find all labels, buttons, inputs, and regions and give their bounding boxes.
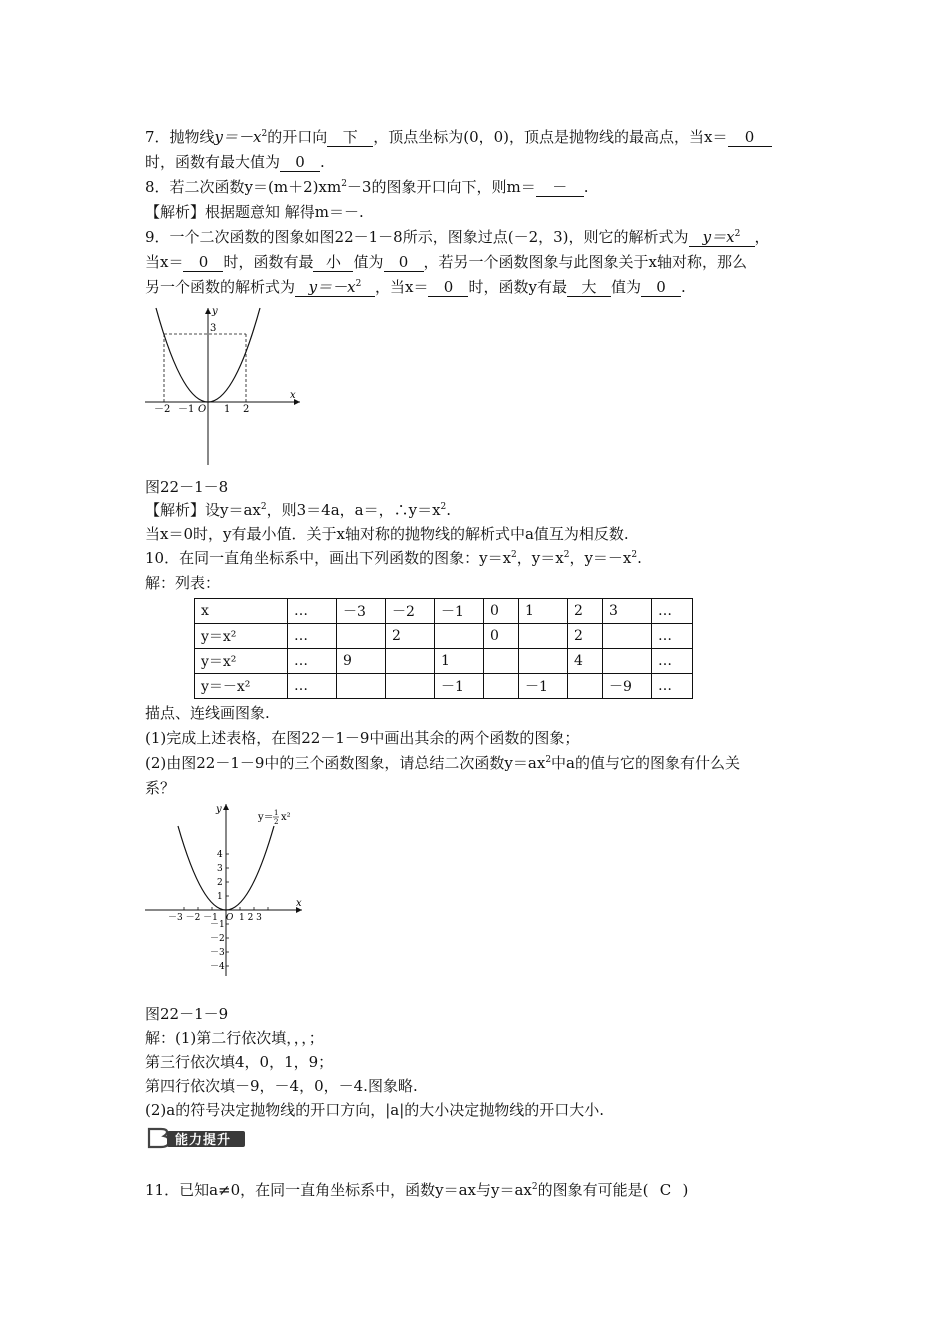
q9-text: 9．一个二次函数的图象如图22－1－8所示，图象过点(－2，3)，则它的解析式为	[145, 228, 689, 246]
table-row	[195, 649, 693, 674]
q9-answer-min: 小	[313, 253, 353, 272]
table-cell	[519, 624, 568, 649]
q9-answer-x: 0	[183, 253, 223, 272]
ability-banner	[145, 1126, 247, 1150]
q10-sub1: (1)完成上述表格，在图22－1－9中画出其余的两个函数的图象；	[145, 729, 580, 747]
q10-solution3: 第四行依次填－9，－4，0，－4.图象略.	[145, 1077, 418, 1095]
y-tick-label: 3	[217, 864, 223, 874]
table-cell: …	[288, 599, 337, 624]
table-cell	[603, 624, 652, 649]
y-tick-label: －4	[210, 962, 225, 972]
q9-answer-value2: 0	[641, 278, 681, 297]
tick-m2: －2	[154, 404, 171, 415]
curve-label-den: 2	[274, 818, 279, 826]
figure-22-1-8-caption: 图22－1－8	[145, 478, 229, 496]
y-tick-label: 2	[217, 878, 223, 888]
table-cell: 1	[435, 649, 484, 674]
q7-equation: y＝－x	[214, 128, 262, 146]
q7-answer-max: 0	[280, 153, 320, 172]
curve-label-num: 1	[274, 809, 279, 817]
table-cell: 2	[386, 624, 435, 649]
table-cell: …	[652, 624, 693, 649]
banner-text: 能力提升	[175, 1133, 232, 1148]
table-cell: …	[288, 649, 337, 674]
table-cell: …	[652, 649, 693, 674]
table-cell: 0	[484, 599, 519, 624]
table-cell: 3	[603, 599, 652, 624]
table-cell: 2	[568, 599, 603, 624]
table-cell: y＝－x²	[195, 674, 288, 699]
q8-text: －3的图象开口向下，则m＝	[346, 178, 536, 196]
table-cell: …	[652, 674, 693, 699]
q9-answer-formula: y＝x	[702, 228, 735, 246]
q11-text: 的图象有可能是(	[537, 1181, 649, 1199]
q9-text: 值为	[610, 278, 641, 296]
q9-line1: 9．一个二次函数的图象如图22－1－8所示，图象过点(－2，3)，则它的解析式为 $y=x^2$ ，	[145, 228, 770, 246]
y-tick-label: 1	[217, 892, 223, 902]
q9-text: 另一个函数的解析式为	[145, 278, 296, 296]
table-cell: 0	[484, 624, 519, 649]
q9-analysis-text: 【解析】设y＝ax	[145, 501, 261, 519]
curve-label-tail: x²	[281, 812, 291, 823]
xticks-right: 1 2 3	[239, 913, 262, 923]
table-cell	[386, 674, 435, 699]
q10-list-label: 解：列表：	[145, 574, 221, 592]
q10-solution2: 第三行依次填4，0，1，9；	[145, 1053, 334, 1071]
x-label: x	[296, 898, 302, 909]
tick-1: 1	[224, 404, 231, 415]
table-cell	[484, 649, 519, 674]
table-cell	[519, 649, 568, 674]
table-cell: －1	[519, 674, 568, 699]
table-cell	[386, 649, 435, 674]
xticks-left: －3 －2 －1	[168, 913, 218, 923]
q8-text: 8．若二次函数y＝(m＋2)xm	[145, 178, 342, 196]
q10-solution4: (2)a的符号决定抛物线的开口方向，|a|的大小决定抛物线的开口大小.	[145, 1101, 605, 1119]
table-cell: 4	[568, 649, 603, 674]
table-cell: －3	[337, 599, 386, 624]
q10-text: (2)由图22－1－9中的三个函数图象，请总结二次函数y＝ax	[145, 754, 546, 772]
table-row	[195, 624, 693, 649]
q9-text: ，	[754, 228, 770, 246]
table-cell: －2	[386, 599, 435, 624]
q9-analysis2: 当x＝0时，y有最小值．关于x轴对称的抛物线的解析式中a值互为相反数.	[145, 525, 629, 543]
q7-text: .	[320, 153, 325, 171]
origin-label: O	[198, 404, 207, 415]
curve-label: y＝	[258, 812, 274, 823]
q10-after-table: 描点、连线画图象.	[145, 704, 270, 722]
table-cell: …	[288, 674, 337, 699]
table-cell	[484, 674, 519, 699]
figure-22-1-8	[140, 300, 310, 470]
q10-text: 10．在同一直角坐标系中，画出下列函数的图象：y＝x	[145, 549, 512, 567]
y-tick-label: －2	[210, 934, 225, 944]
q11-answer: C	[659, 1181, 672, 1199]
q7-text: ，顶点坐标为(0，0)，顶点是抛物线的最高点，当x＝	[373, 128, 728, 146]
q11-text: 11．已知a≠0，在同一直角坐标系中，函数y＝ax与y＝ax	[145, 1181, 532, 1199]
q10-sub2-end: 系？	[145, 779, 176, 797]
table-cell: 9	[337, 649, 386, 674]
y-tick-label: －1	[210, 920, 225, 930]
q7-text: 时，函数有最大值为	[145, 153, 281, 171]
tick-2: 2	[243, 404, 250, 415]
q9-analysis-text: .	[446, 501, 452, 519]
q10-sub2: (2)由图22－1－9中的三个函数图象，请总结二次函数$y=ax^2$中a的值与它的图象有什么关	[145, 754, 740, 772]
table-cell: x	[195, 599, 288, 624]
q10-solution1: 解：(1)第二行依次填，，，；	[145, 1029, 324, 1047]
q9-line2	[145, 250, 747, 274]
q9-text: 当x＝	[145, 253, 184, 271]
q9-text: 时，函数y有最	[468, 278, 567, 296]
q7-answer-direction: 下	[327, 128, 373, 147]
q9-text: 时，函数有最	[223, 253, 314, 271]
value-table	[194, 598, 693, 699]
q9-answer-x2: 0	[428, 278, 468, 297]
table-cell	[337, 674, 386, 699]
y-axis-arrow	[205, 308, 211, 314]
x-label: x	[290, 390, 296, 401]
q9-analysis-text: ，则3＝4a，a＝，∴y＝x	[266, 501, 441, 519]
table-cell: －1	[435, 674, 484, 699]
q7-answer-x: 0	[728, 128, 772, 147]
q8-analysis: 【解析】根据题意知 解得m＝－.	[145, 203, 364, 221]
origin-label: O	[226, 913, 234, 923]
q9-answer-reflect: y＝－x	[308, 278, 356, 296]
y-label: y	[216, 804, 222, 815]
q9-text: ，当x＝	[375, 278, 429, 296]
q11-line: 11．已知a≠0，在同一直角坐标系中，函数y＝ax与$y=ax^2$的图象有可能是( C )	[145, 1178, 688, 1202]
q8-answer-m: －	[536, 178, 584, 197]
q7-text: 的开口向	[267, 128, 328, 146]
q10-text: .	[637, 549, 642, 567]
table-cell: 2	[568, 624, 603, 649]
table-row	[195, 599, 693, 624]
q10-line1: 10．在同一直角坐标系中，画出下列函数的图象：$y=x^2$，$y=x^2$，$y=-x^2$.	[145, 549, 642, 567]
table-cell	[337, 624, 386, 649]
table-cell	[568, 674, 603, 699]
q7-line2	[145, 150, 325, 174]
figure-22-1-9	[140, 798, 315, 980]
table-cell	[603, 649, 652, 674]
q10-text: 中a的值与它的图象有什么关	[551, 754, 740, 772]
y-tick-label: －3	[210, 948, 225, 958]
q9-text: 值为	[353, 253, 384, 271]
y-label: y	[212, 306, 218, 317]
table-cell: …	[652, 599, 693, 624]
y-axis-arrow	[223, 804, 229, 810]
table-row	[195, 674, 693, 699]
q8-line1: 8．若二次函数$y=(m+2)xm^2-3$的图象开口向下，则m＝ － .	[145, 178, 589, 196]
q8-text: .	[583, 178, 589, 196]
figure-22-1-9-caption: 图22－1－9	[145, 1005, 229, 1023]
table-cell: y＝x²	[195, 624, 288, 649]
q10-text: ，y＝－x	[569, 549, 632, 567]
q7-text: 7．抛物线	[145, 128, 215, 146]
table-cell: －1	[435, 599, 484, 624]
table-cell: y＝x²	[195, 649, 288, 674]
table-cell	[435, 624, 484, 649]
q9-text: ，若另一个函数图象与此图象关于x轴对称，那么	[423, 253, 747, 271]
q9-line3: 另一个函数的解析式为 $y=-x^2$ ，当x＝ 0 时，函数y有最 大 值为 0 .	[145, 278, 686, 296]
table-cell: …	[288, 624, 337, 649]
q11-text: )	[682, 1181, 689, 1199]
q9-text: .	[680, 278, 686, 296]
q10-text: ，y＝x	[516, 549, 564, 567]
table-cell: 1	[519, 599, 568, 624]
q7-line1: 7．抛物线$y=-x^2$的开口向 下 ，顶点坐标为(0，0)，顶点是抛物线的最高点，当x＝ 0	[145, 125, 772, 149]
tick-3: 3	[210, 323, 217, 334]
table-cell: －9	[603, 674, 652, 699]
q9-answer-max: 大	[567, 278, 611, 297]
y-tick-label: 4	[217, 850, 223, 860]
q9-answer-value: 0	[384, 253, 424, 272]
q9-analysis1: 【解析】设$y=ax^2$，则3＝4a，a＝，$\therefore y=x^2$.	[145, 501, 452, 519]
tick-m1: －1	[178, 404, 195, 415]
